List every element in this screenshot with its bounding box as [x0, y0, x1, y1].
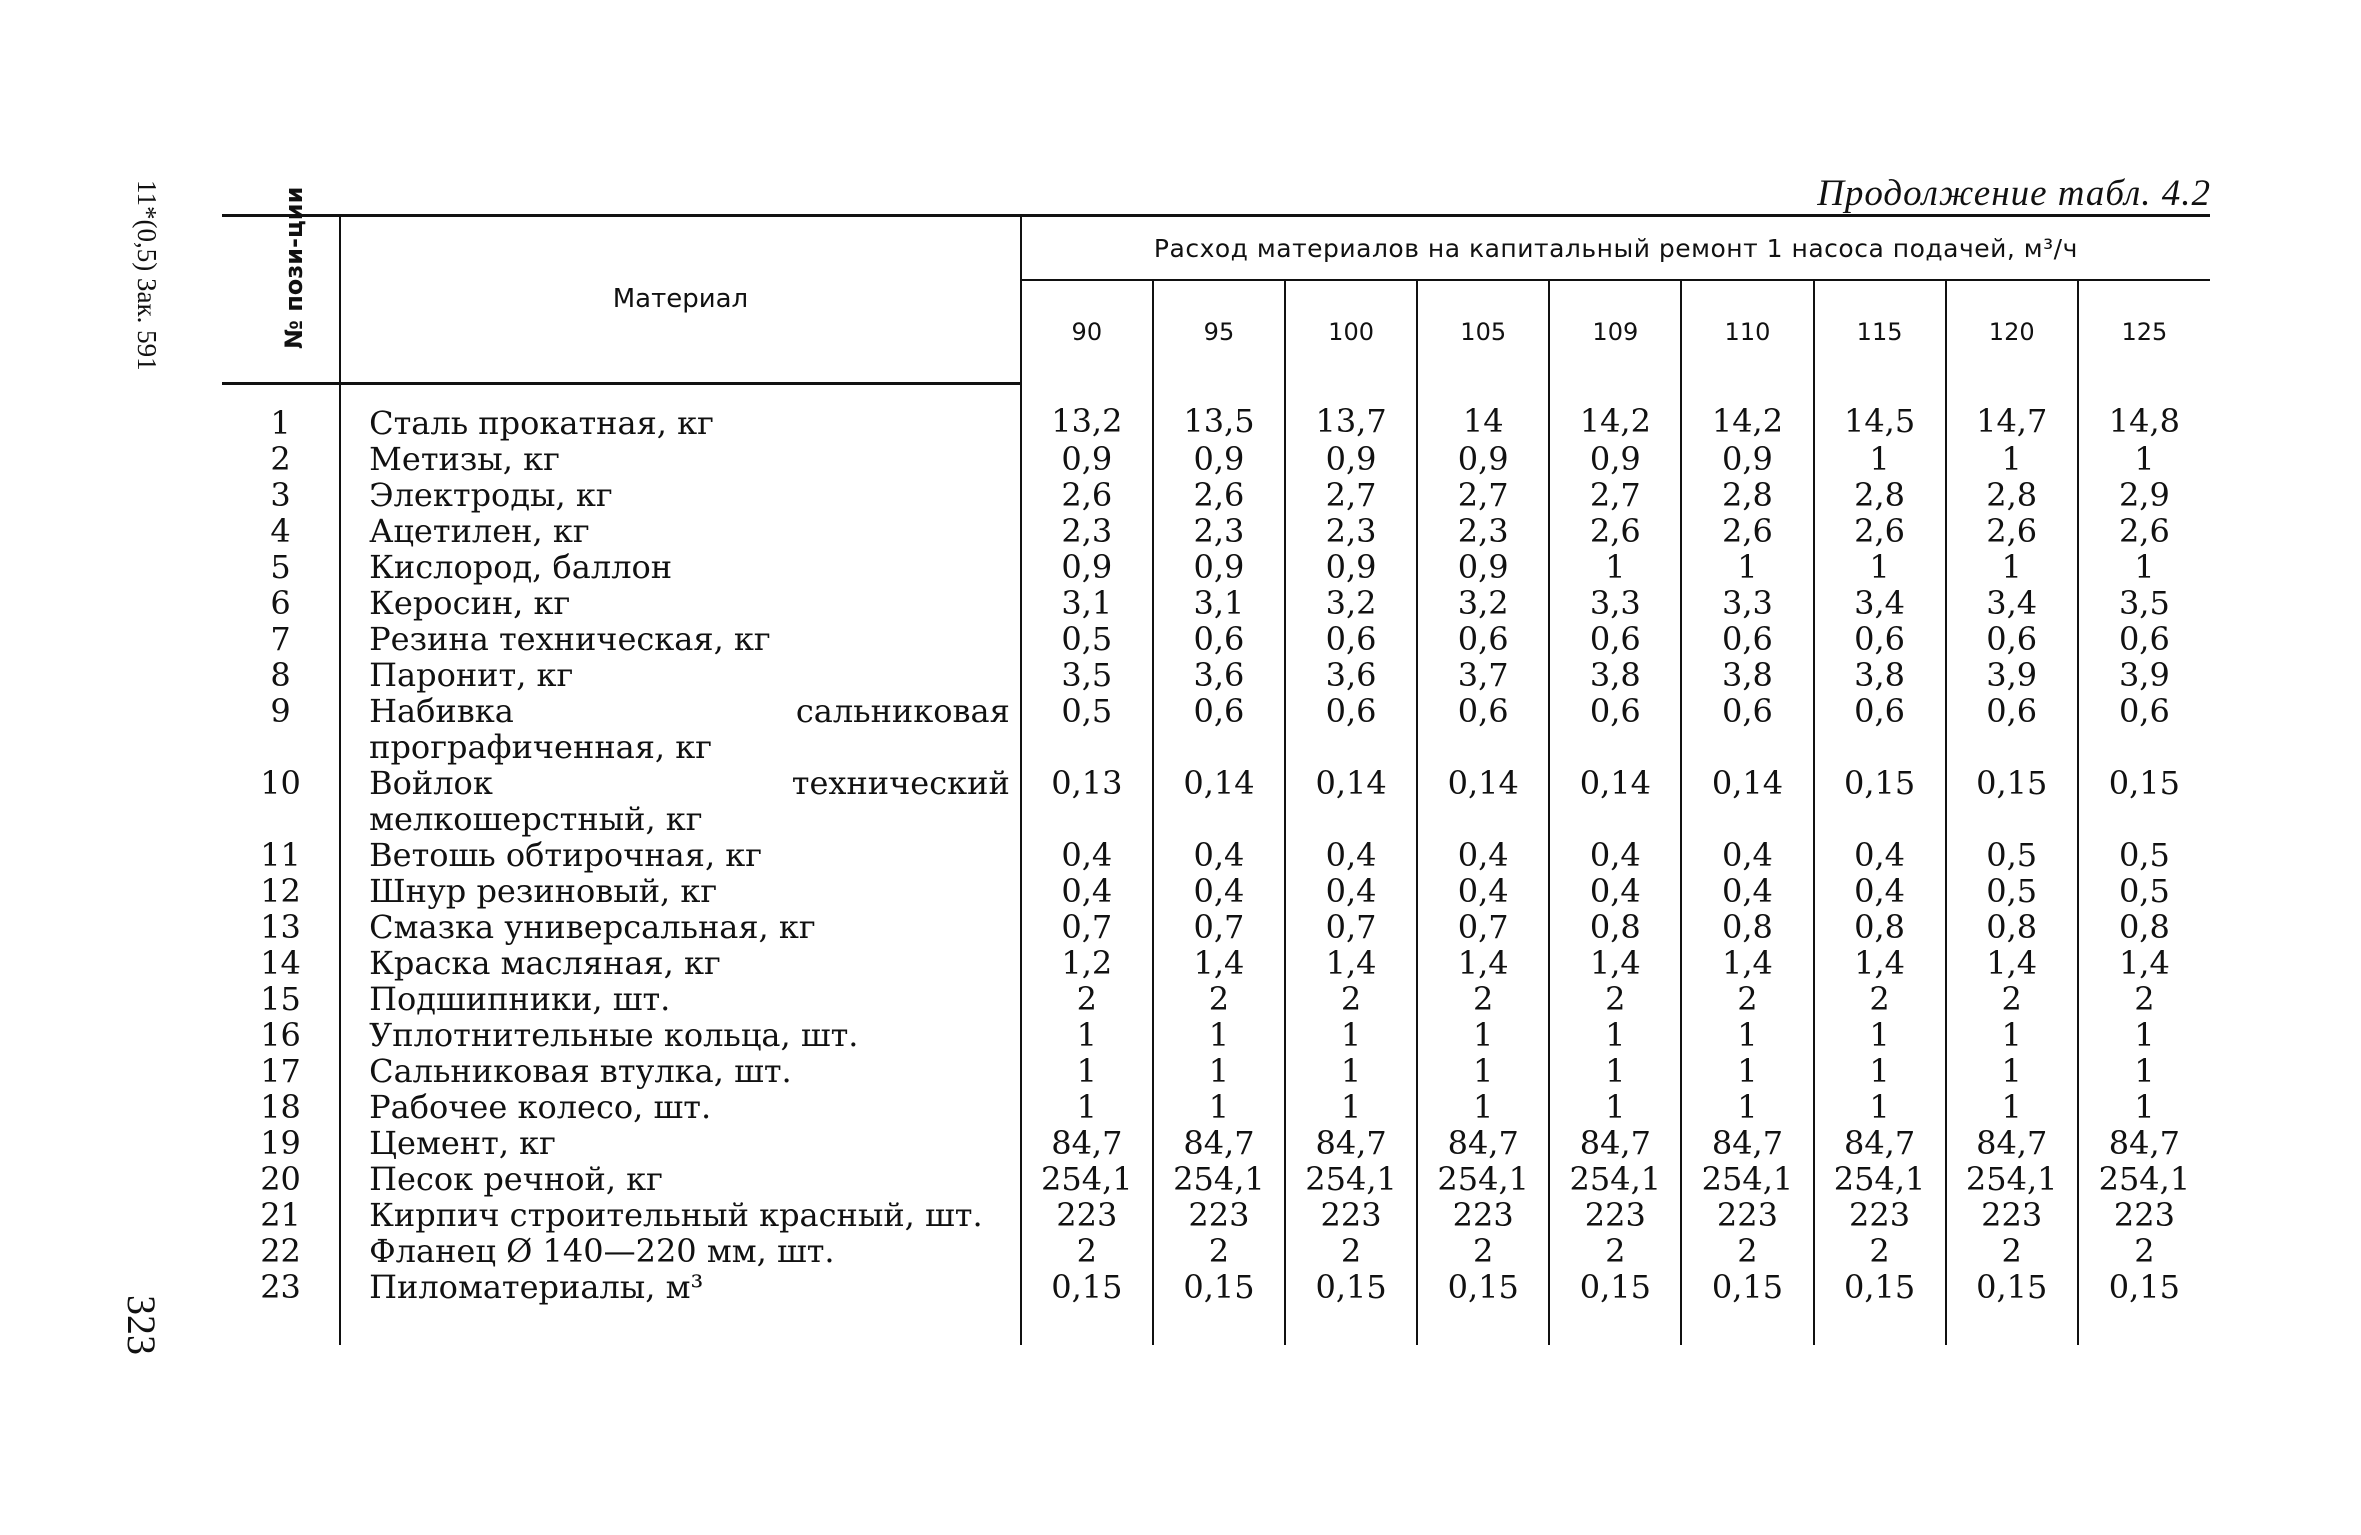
- material-name: Ацетилен, кг: [340, 513, 1021, 549]
- consumption-value: 0,6: [2118, 619, 2170, 658]
- consumption-value: 223: [1285, 1197, 1417, 1233]
- consumption-value: 0,14: [1681, 765, 1813, 837]
- consumption-value: 223: [1946, 1197, 2078, 1233]
- consumption-value: 2,3: [1021, 513, 1153, 549]
- row-number: 6: [222, 585, 340, 621]
- consumption-value: 0,5: [1021, 621, 1153, 657]
- consumption-value: 2,7: [1417, 477, 1549, 513]
- consumption-value: 223: [1153, 1197, 1285, 1233]
- consumption-value: 0,6: [1549, 621, 1681, 657]
- consumption-value: 0,6: [1814, 621, 1946, 657]
- consumption-value: 2,6: [1549, 513, 1681, 549]
- consumption-value: 2,8: [1814, 477, 1946, 513]
- consumption-value: 3,7: [1417, 657, 1549, 693]
- table-row: [222, 549, 2210, 585]
- table-row: [222, 477, 2210, 513]
- consumption-value: 2: [1549, 1233, 1681, 1269]
- table-row: [222, 1053, 2210, 1089]
- material-name: Песок речной, кг: [340, 1161, 1021, 1197]
- consumption-value: 0,4: [1021, 873, 1153, 909]
- material-name: Смазка универсальная, кг: [340, 909, 1021, 945]
- consumption-value: 1: [1814, 1053, 1946, 1089]
- consumption-value: 1: [1946, 1053, 2078, 1089]
- consumption-value: 223: [1021, 1197, 1153, 1233]
- row-number: 8: [222, 657, 340, 693]
- row-number: 16: [222, 1017, 340, 1053]
- consumption-value: 2: [1021, 1233, 1153, 1269]
- consumption-value: 0,6: [1417, 693, 1549, 765]
- consumption-value: 2,6: [1153, 477, 1285, 513]
- material-name: Кислород, баллон: [340, 549, 1021, 585]
- consumption-value: 3,3: [1549, 585, 1681, 621]
- consumption-value: 2: [1153, 981, 1285, 1017]
- table-row: [222, 383, 2210, 441]
- material-name: Рабочее колесо, шт.: [340, 1089, 1021, 1125]
- row-number: 23: [222, 1269, 340, 1345]
- consumption-value: 0,6: [1814, 693, 1946, 765]
- consumption-value: 0,6: [1681, 693, 1813, 765]
- row-number: 17: [222, 1053, 340, 1089]
- consumption-value: 1: [1681, 1053, 1813, 1089]
- consumption-value: 2: [1814, 1233, 1946, 1269]
- consumption-value: 223: [1417, 1197, 1549, 1233]
- consumption-value: 1: [1549, 549, 1681, 585]
- material-header: Материал: [340, 216, 1021, 384]
- row-number: 3: [222, 477, 340, 513]
- consumption-value: 1: [1814, 441, 1946, 477]
- consumption-value: 0,8: [1549, 909, 1681, 945]
- consumption-value: 0,15: [1417, 1269, 1549, 1345]
- side-note: [132, 180, 200, 420]
- page-number: [119, 1295, 193, 1385]
- consumption-value: 0,4: [1153, 873, 1285, 909]
- material-name: Фланец Ø 140—220 мм, шт.: [340, 1233, 1021, 1269]
- consumption-value: 0,4: [1681, 873, 1813, 909]
- consumption-value: 84,7: [1946, 1125, 2078, 1161]
- consumption-value: 254,1: [1153, 1161, 1285, 1197]
- consumption-value: 0,15: [1681, 1269, 1813, 1345]
- consumption-value: 0,8: [1946, 909, 2078, 945]
- consumption-value: 84,7: [1681, 1125, 1813, 1161]
- row-number: 9: [222, 693, 340, 765]
- consumption-value: 0,5: [1021, 693, 1153, 765]
- consumption-value: 2,6: [1814, 513, 1946, 549]
- row-number: 7: [222, 621, 340, 657]
- table-row: [222, 909, 2210, 945]
- consumption-value: 0,15: [1285, 1269, 1417, 1345]
- consumption-value: 1,4: [1946, 945, 2078, 981]
- table-row: [222, 765, 2210, 837]
- consumption-value: 254,1: [1946, 1161, 2078, 1197]
- consumption-value: 1: [1681, 1017, 1813, 1053]
- consumption-value: 2: [1417, 1233, 1549, 1269]
- consumption-value: 0,9: [1021, 441, 1153, 477]
- consumption-value: 0,15: [1814, 765, 1946, 837]
- consumption-value: 2: [1946, 1233, 2078, 1269]
- consumption-value: 84,7: [1153, 1125, 1285, 1161]
- consumption-value: 0,4: [1285, 873, 1417, 909]
- consumption-value: 0,7: [1285, 909, 1417, 945]
- row-number: 4: [222, 513, 340, 549]
- table-row: [222, 621, 2210, 657]
- flow-header-cell: 109: [1549, 280, 1681, 383]
- consumption-value: 3,6: [1285, 657, 1417, 693]
- consumption-value: 14,2: [1681, 383, 1813, 441]
- consumption-value: 84,7: [1021, 1125, 1153, 1161]
- consumption-value: 2: [1285, 1233, 1417, 1269]
- consumption-value: 254,1: [1549, 1161, 1681, 1197]
- consumption-value: 0,15: [2108, 763, 2180, 802]
- consumption-value: 2,8: [1681, 477, 1813, 513]
- row-number: 13: [222, 909, 340, 945]
- consumption-value: 0,7: [1417, 909, 1549, 945]
- table-row: [222, 1161, 2210, 1197]
- table-row: [222, 1269, 2210, 1345]
- consumption-value: 1: [1021, 1053, 1153, 1089]
- material-name: Электроды, кг: [340, 477, 1021, 513]
- consumption-value: 84,7: [1417, 1125, 1549, 1161]
- consumption-value: 0,7: [1021, 909, 1153, 945]
- material-name: Подшипники, шт.: [340, 981, 1021, 1017]
- consumption-value: 254,1: [1285, 1161, 1417, 1197]
- consumption-value: 1: [1153, 1017, 1285, 1053]
- table-row: [222, 513, 2210, 549]
- consumption-value: 1,2: [1021, 945, 1153, 981]
- consumption-value: 0,15: [1153, 1269, 1285, 1345]
- flow-header-cell: 105: [1417, 280, 1549, 383]
- row-number: 1: [222, 383, 340, 441]
- consumption-value: 254,1: [1417, 1161, 1549, 1197]
- consumption-value: 1: [1946, 441, 2078, 477]
- table-row: [222, 441, 2210, 477]
- row-number: 19: [222, 1125, 340, 1161]
- consumption-value: 3,1: [1153, 585, 1285, 621]
- consumption-value: 2: [1946, 981, 2078, 1017]
- consumption-value: 1: [1549, 1017, 1681, 1053]
- consumption-value: 0,4: [1417, 837, 1549, 873]
- table-continuation-caption: Продолжение табл. 4.2: [1817, 173, 2211, 214]
- consumption-group-header: Расход материалов на капитальный ремонт 1 насоса подачей, м³/ч: [1021, 216, 2210, 281]
- consumption-value: 0,9: [1285, 441, 1417, 477]
- consumption-value: 0,4: [1681, 837, 1813, 873]
- consumption-value: 1: [2134, 439, 2155, 478]
- consumption-value: 0,6: [1681, 621, 1813, 657]
- consumption-value: 3,6: [1153, 657, 1285, 693]
- table-row: [222, 1017, 2210, 1053]
- consumption-value: 3,4: [1946, 585, 2078, 621]
- consumption-value: 1: [2134, 547, 2155, 586]
- consumption-value: 0,5: [1946, 873, 2078, 909]
- consumption-value: 0,6: [1153, 621, 1285, 657]
- table-row: [222, 981, 2210, 1017]
- table-row: [222, 693, 2210, 765]
- consumption-value: 2: [1681, 981, 1813, 1017]
- consumption-value: 3,2: [1417, 585, 1549, 621]
- consumption-value: 223: [1549, 1197, 1681, 1233]
- consumption-value: 0,14: [1549, 765, 1681, 837]
- consumption-value: 1: [1417, 1089, 1549, 1125]
- table-row: [222, 1233, 2210, 1269]
- consumption-value: 0,14: [1153, 765, 1285, 837]
- row-number: 14: [222, 945, 340, 981]
- consumption-value: 0,9: [1549, 441, 1681, 477]
- consumption-value: 0,8: [1814, 909, 1946, 945]
- consumption-value: 2: [1153, 1233, 1285, 1269]
- row-number: 11: [222, 837, 340, 873]
- material-name: Метизы, кг: [340, 441, 1021, 477]
- consumption-value: 1,4: [1549, 945, 1681, 981]
- consumption-value: 0,8: [2118, 907, 2170, 946]
- consumption-value: 3,5: [2118, 583, 2170, 622]
- consumption-value: 223: [1814, 1197, 1946, 1233]
- material-name: Шнур резиновый, кг: [340, 873, 1021, 909]
- consumption-value: 2: [2134, 1231, 2155, 1270]
- consumption-value: 1: [1946, 1089, 2078, 1125]
- consumption-value: 0,13: [1021, 765, 1153, 837]
- material-name: Сталь прокатная, кг: [340, 383, 1021, 441]
- consumption-value: 1: [1153, 1089, 1285, 1125]
- consumption-value: 254,1: [1021, 1161, 1153, 1197]
- consumption-value: 84,7: [1285, 1125, 1417, 1161]
- row-number: 18: [222, 1089, 340, 1125]
- consumption-value: 0,15: [1549, 1269, 1681, 1345]
- consumption-value: 3,1: [1021, 585, 1153, 621]
- table-row: [222, 1197, 2210, 1233]
- consumption-value: 0,9: [1417, 441, 1549, 477]
- flow-header-cell: 125: [2121, 318, 2168, 346]
- material-name: Паронит, кг: [340, 657, 1021, 693]
- consumption-value: 1,4: [1681, 945, 1813, 981]
- material-name: Ветошь обтирочная, кг: [340, 837, 1021, 873]
- consumption-value: 3,3: [1681, 585, 1813, 621]
- consumption-value: 14,2: [1549, 383, 1681, 441]
- consumption-value: 0,4: [1285, 837, 1417, 873]
- consumption-value: 3,8: [1549, 657, 1681, 693]
- material-name: Пиломатериалы, м³: [340, 1269, 1021, 1345]
- consumption-value: 254,1: [2098, 1159, 2191, 1198]
- flow-header-cell: 115: [1814, 280, 1946, 383]
- consumption-value: 2,6: [1681, 513, 1813, 549]
- consumption-value: 2,6: [2118, 511, 2170, 550]
- consumption-value: 1,4: [1285, 945, 1417, 981]
- consumption-value: 0,9: [1021, 549, 1153, 585]
- consumption-value: 0,9: [1417, 549, 1549, 585]
- consumption-value: 0,6: [1285, 693, 1417, 765]
- consumption-value: 2,6: [1021, 477, 1153, 513]
- material-name: Кирпич строительный красный, шт.: [340, 1197, 1021, 1233]
- consumption-value: 84,7: [1814, 1125, 1946, 1161]
- consumption-value: 0,4: [1814, 873, 1946, 909]
- row-number: 15: [222, 981, 340, 1017]
- consumption-value: 3,5: [1021, 657, 1153, 693]
- consumption-value: 2,3: [1153, 513, 1285, 549]
- consumption-value: 0,9: [1285, 549, 1417, 585]
- material-name: Войлок технический мелкошерстный, кг: [340, 765, 1021, 837]
- flow-header-cell: 95: [1153, 280, 1285, 383]
- consumption-value: 223: [2113, 1195, 2175, 1234]
- consumption-value: 2: [2134, 979, 2155, 1018]
- consumption-value: 0,4: [1417, 873, 1549, 909]
- material-name: Резина техническая, кг: [340, 621, 1021, 657]
- flow-header-cell: 110: [1681, 280, 1813, 383]
- flow-header-cell: 100: [1285, 280, 1417, 383]
- material-name: Керосин, кг: [340, 585, 1021, 621]
- consumption-value: 0,5: [2118, 835, 2170, 874]
- consumption-value: 0,6: [1285, 621, 1417, 657]
- consumption-value: 0,4: [1021, 837, 1153, 873]
- consumption-value: 1: [2134, 1087, 2155, 1126]
- consumption-value: 2,9: [2118, 475, 2170, 514]
- consumption-value: 1,4: [1814, 945, 1946, 981]
- consumption-value: 0,15: [2108, 1267, 2180, 1306]
- consumption-value: 0,15: [1021, 1269, 1153, 1345]
- consumption-value: 0,5: [1946, 837, 2078, 873]
- consumption-value: 1: [1681, 549, 1813, 585]
- consumption-value: 0,4: [1153, 837, 1285, 873]
- row-number: 10: [222, 765, 340, 837]
- consumption-value: 1: [1285, 1089, 1417, 1125]
- consumption-value: 0,15: [1814, 1269, 1946, 1345]
- consumption-value: 1: [1153, 1053, 1285, 1089]
- consumption-value: 1: [1946, 1017, 2078, 1053]
- row-number: 21: [222, 1197, 340, 1233]
- consumption-value: 14,8: [2108, 402, 2180, 440]
- consumption-value: 1: [1021, 1017, 1153, 1053]
- consumption-value: 0,6: [1946, 693, 2078, 765]
- table-body: [222, 383, 2210, 1345]
- flow-header-cell: 90: [1021, 280, 1153, 383]
- consumption-value: 1,4: [1417, 945, 1549, 981]
- consumption-value: 13,5: [1153, 383, 1285, 441]
- consumption-value: 2: [1285, 981, 1417, 1017]
- consumption-value: 84,7: [2108, 1123, 2180, 1162]
- row-number: 20: [222, 1161, 340, 1197]
- consumption-value: 3,4: [1814, 585, 1946, 621]
- consumption-value: 1: [1814, 549, 1946, 585]
- material-name: Набивка сальниковая прографиченная, кг: [340, 693, 1021, 765]
- consumption-value: 3,8: [1681, 657, 1813, 693]
- side-note-text: 11*(0,5) Зак. 591: [132, 180, 162, 371]
- consumption-value: 1: [1417, 1017, 1549, 1053]
- table-row: [222, 657, 2210, 693]
- consumption-value: 0,14: [1417, 765, 1549, 837]
- position-header: № пози-ции: [222, 216, 340, 384]
- table-row: [222, 1125, 2210, 1161]
- consumption-value: 1: [1417, 1053, 1549, 1089]
- row-number: 12: [222, 873, 340, 909]
- consumption-value: 0,4: [1549, 837, 1681, 873]
- flow-header-cell: 120: [1946, 280, 2078, 383]
- consumption-value: 0,6: [1549, 693, 1681, 765]
- table-row: [222, 873, 2210, 909]
- table-row: [222, 1089, 2210, 1125]
- consumption-value: 13,7: [1285, 383, 1417, 441]
- consumption-value: 2: [1021, 981, 1153, 1017]
- consumption-value: 0,14: [1285, 765, 1417, 837]
- consumption-value: 254,1: [1814, 1161, 1946, 1197]
- page-number-text: 323: [119, 1295, 164, 1355]
- consumption-value: 0,4: [1814, 837, 1946, 873]
- material-name: Краска масляная, кг: [340, 945, 1021, 981]
- consumption-value: 3,8: [1814, 657, 1946, 693]
- consumption-value: 0,9: [1153, 441, 1285, 477]
- consumption-value: 3,2: [1285, 585, 1417, 621]
- consumption-value: 1: [1285, 1017, 1417, 1053]
- consumption-value: 0,6: [1946, 621, 2078, 657]
- consumption-value: 0,9: [1681, 441, 1813, 477]
- table-row: [222, 945, 2210, 981]
- consumption-value: 14: [1417, 383, 1549, 441]
- consumption-value: 84,7: [1549, 1125, 1681, 1161]
- material-name: Уплотнительные кольца, шт.: [340, 1017, 1021, 1053]
- consumption-value: 13,2: [1021, 383, 1153, 441]
- consumption-value: 2,7: [1285, 477, 1417, 513]
- consumption-value: 14,7: [1946, 383, 2078, 441]
- consumption-value: 1,4: [1153, 945, 1285, 981]
- consumption-value: 0,6: [1417, 621, 1549, 657]
- consumption-value: 2: [1681, 1233, 1813, 1269]
- consumption-value: 1: [1814, 1017, 1946, 1053]
- consumption-value: 2,3: [1417, 513, 1549, 549]
- consumption-value: 1: [2134, 1051, 2155, 1090]
- consumption-value: 2: [1549, 981, 1681, 1017]
- consumption-value: 1: [1285, 1053, 1417, 1089]
- consumption-value: 2: [1814, 981, 1946, 1017]
- consumption-value: 0,15: [1946, 765, 2078, 837]
- consumption-value: 1: [1814, 1089, 1946, 1125]
- consumption-value: 1,4: [2118, 943, 2170, 982]
- material-name: Сальниковая втулка, шт.: [340, 1053, 1021, 1089]
- consumption-value: 0,6: [2118, 691, 2170, 730]
- consumption-value: 254,1: [1681, 1161, 1813, 1197]
- consumption-value: 1: [1021, 1089, 1153, 1125]
- table-row: [222, 585, 2210, 621]
- consumption-value: 223: [1681, 1197, 1813, 1233]
- row-number: 2: [222, 441, 340, 477]
- consumption-value: 3,9: [2118, 655, 2170, 694]
- consumption-value: 2,6: [1946, 513, 2078, 549]
- consumption-value: 1: [1681, 1089, 1813, 1125]
- consumption-value: 14,5: [1814, 383, 1946, 441]
- consumption-value: 0,6: [1153, 693, 1285, 765]
- consumption-value: 1: [2134, 1015, 2155, 1054]
- consumption-value: 0,5: [2118, 871, 2170, 910]
- consumption-value: 3,9: [1946, 657, 2078, 693]
- consumption-value: 0,7: [1153, 909, 1285, 945]
- consumption-value: 0,8: [1681, 909, 1813, 945]
- consumption-value: 1: [1549, 1089, 1681, 1125]
- consumption-value: 2,7: [1549, 477, 1681, 513]
- consumption-value: 2,3: [1285, 513, 1417, 549]
- consumption-value: 1: [1946, 549, 2078, 585]
- consumption-value: 2: [1417, 981, 1549, 1017]
- row-number: 22: [222, 1233, 340, 1269]
- consumption-value: 0,15: [1946, 1269, 2078, 1345]
- row-number: 5: [222, 549, 340, 585]
- table-row: [222, 837, 2210, 873]
- consumption-value: 0,4: [1549, 873, 1681, 909]
- consumption-value: 0,9: [1153, 549, 1285, 585]
- consumption-value: 1: [1549, 1053, 1681, 1089]
- consumption-value: 2,8: [1946, 477, 2078, 513]
- material-name: Цемент, кг: [340, 1125, 1021, 1161]
